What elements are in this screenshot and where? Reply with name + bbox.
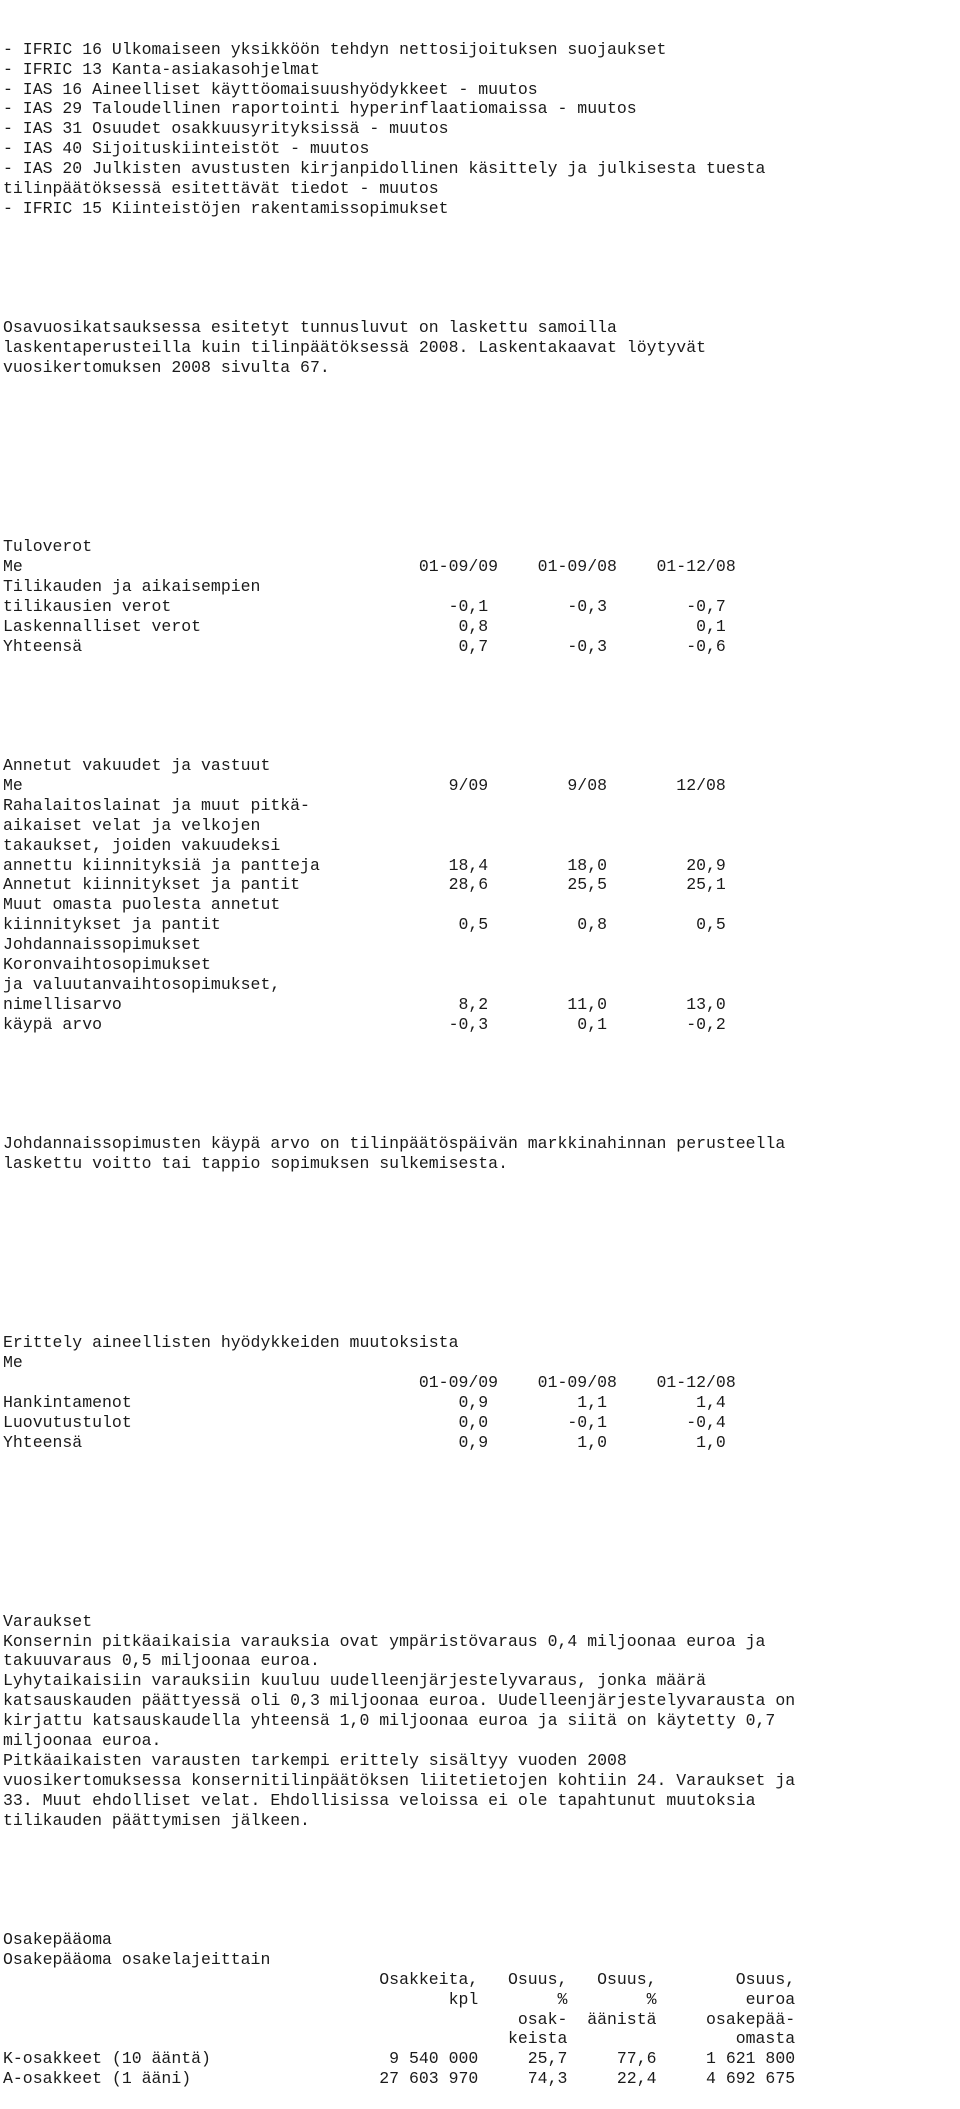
blank-line bbox=[3, 1273, 795, 1293]
table-row: K-osakkeet (10 ääntä) 9 540 000 25,7 77,6 1 621 800 bbox=[3, 2049, 796, 2069]
table-row: ja valuutanvaihtosopimukset, bbox=[3, 974, 281, 994]
table-row: Muut omasta puolesta annetut bbox=[3, 895, 281, 915]
text-line: Lyhytaikaisiin varauksiin kuuluu uudelleenjärjestelyvaraus, jonka määrä bbox=[3, 1671, 707, 1691]
table-row: takaukset, joiden vakuudeksi bbox=[3, 835, 281, 855]
table-row: Tuloverot bbox=[3, 537, 93, 557]
table-row: kpl % % euroa bbox=[3, 1989, 796, 2009]
table-row: Annetut vakuudet ja vastuut bbox=[3, 756, 271, 776]
table-row: Laskennalliset verot 0,8 0,1 bbox=[3, 616, 726, 636]
text-line: tilikauden päättymisen jälkeen. bbox=[3, 1810, 310, 1830]
blank-line bbox=[3, 1214, 795, 1234]
table-row: A-osakkeet (1 ääni) 27 603 970 74,3 22,4 4 692 675 bbox=[3, 2069, 796, 2089]
derivatives-note bbox=[3, 1134, 795, 1174]
table-row: Annetut kiinnitykset ja pantit 28,6 25,5 25,1 bbox=[3, 875, 726, 895]
text-line: laskettu voitto tai tappio sopimuksen sulkemisesta. bbox=[3, 1153, 508, 1173]
table-row: Yhteensä 0,9 1,0 1,0 bbox=[3, 1432, 726, 1452]
table-row: Me bbox=[3, 1352, 23, 1372]
blank-line bbox=[3, 1552, 795, 1572]
text-line: laskentaperusteilla kuin tilinpäätöksessä 2008. Laskentakaavat löytyvät bbox=[3, 338, 707, 358]
table-row: osak- äänistä osakepää- bbox=[3, 2009, 796, 2029]
standard-item: - IFRIC 15 Kiinteistöjen rakentamissopimukset bbox=[3, 198, 449, 218]
blank-line bbox=[3, 1870, 795, 1890]
table-row: Osakkeita, Osuus, Osuus, Osuus, bbox=[3, 1969, 796, 1989]
standard-item: - IFRIC 16 Ulkomaiseen yksikköön tehdyn nettosijoituksen suojaukset bbox=[3, 39, 667, 59]
text-line: Konsernin pitkäaikaisia varauksia ovat ympäristövaraus 0,4 miljoonaa euroa ja bbox=[3, 1631, 766, 1651]
text-line: miljoonaa euroa. bbox=[3, 1730, 162, 1750]
table-row: Me 01-09/09 01-09/08 01-12/08 bbox=[3, 557, 736, 577]
text-line: vuosikertomuksen 2008 sivulta 67. bbox=[3, 358, 330, 378]
blank-line bbox=[3, 1074, 795, 1094]
standard-item: - IAS 31 Osuudet osakkuusyrityksissä - muutos bbox=[3, 119, 449, 139]
text-line: 33. Muut ehdolliset velat. Ehdollisissa veloissa ei ole tapahtunut muutoksia bbox=[3, 1790, 756, 1810]
standards-list bbox=[3, 40, 795, 219]
text-line: takuuvaraus 0,5 miljoonaa euroa. bbox=[3, 1651, 320, 1671]
text-line: katsauskauden päättyessä oli 0,3 miljoonaa euroa. Uudelleenjärjestelyvarausta on bbox=[3, 1691, 796, 1711]
table-row: Luovutustulot 0,0 -0,1 -0,4 bbox=[3, 1412, 726, 1432]
text-line: Osavuosikatsauksessa esitetyt tunnusluvut on laskettu samoilla bbox=[3, 318, 617, 338]
table-row: käypä arvo -0,3 0,1 -0,2 bbox=[3, 1014, 726, 1034]
standard-item: - IFRIC 13 Kanta-asiakasohjelmat bbox=[3, 59, 320, 79]
text-line: kirjattu katsauskaudella yhteensä 1,0 miljoonaa euroa ja siitä on käytetty 0,7 bbox=[3, 1711, 776, 1731]
share-capital-table bbox=[3, 1930, 795, 2089]
standard-item: - IAS 40 Sijoituskiinteistöt - muutos bbox=[3, 139, 370, 159]
table-row: Osakepääoma osakelajeittain bbox=[3, 1949, 271, 1969]
blank-line bbox=[3, 478, 795, 498]
blank-line bbox=[3, 1492, 795, 1512]
provisions-section bbox=[3, 1612, 795, 1831]
text-line: Johdannaissopimusten käypä arvo on tilinpäätöspäivän markkinahinnan perusteella bbox=[3, 1134, 786, 1154]
tangible-assets-table bbox=[3, 1333, 795, 1452]
intro-paragraph bbox=[3, 318, 795, 378]
table-row: Tilikauden ja aikaisempien bbox=[3, 577, 261, 597]
table-row: Johdannaissopimukset bbox=[3, 935, 202, 955]
table-row: keista omasta bbox=[3, 2029, 796, 2049]
text-line: vuosikertomuksessa konsernitilinpäätöksen liitetietojen kohtiin 24. Varaukset ja bbox=[3, 1770, 796, 1790]
text-line: Pitkäaikaisten varausten tarkempi erittely sisältyy vuoden 2008 bbox=[3, 1750, 627, 1770]
income-tax-table bbox=[3, 537, 795, 656]
standard-item: - IAS 20 Julkisten avustusten kirjanpidollinen käsittely ja julkisesta tuesta bbox=[3, 159, 766, 179]
table-row: tilikausien verot -0,1 -0,3 -0,7 bbox=[3, 596, 726, 616]
standard-item: - IAS 16 Aineelliset käyttöomaisuushyödykkeet - muutos bbox=[3, 79, 538, 99]
table-row: kiinnitykset ja pantit 0,5 0,8 0,5 bbox=[3, 915, 726, 935]
document-page bbox=[3, 0, 795, 2109]
table-row: annettu kiinnityksiä ja pantteja 18,4 18,0 20,9 bbox=[3, 855, 726, 875]
table-row: Me 9/09 9/08 12/08 bbox=[3, 775, 726, 795]
text-line: Varaukset bbox=[3, 1611, 93, 1631]
table-row: Rahalaitoslainat ja muut pitkä- bbox=[3, 795, 310, 815]
blank-line bbox=[3, 696, 795, 716]
blank-line bbox=[3, 418, 795, 438]
blank-line bbox=[3, 259, 795, 279]
table-row: 01-09/09 01-09/08 01-12/08 bbox=[3, 1372, 736, 1392]
table-row: Osakepääoma bbox=[3, 1929, 112, 1949]
standard-item: - IAS 29 Taloudellinen raportointi hyperinflaatiomaissa - muutos bbox=[3, 99, 637, 119]
table-row: Yhteensä 0,7 -0,3 -0,6 bbox=[3, 636, 726, 656]
table-row: aikaiset velat ja velkojen bbox=[3, 815, 261, 835]
guarantees-table bbox=[3, 756, 795, 1034]
table-row: Hankintamenot 0,9 1,1 1,4 bbox=[3, 1392, 726, 1412]
table-row: Koronvaihtosopimukset bbox=[3, 955, 211, 974]
table-row: nimellisarvo 8,2 11,0 13,0 bbox=[3, 994, 726, 1014]
table-row: Erittely aineellisten hyödykkeiden muutoksista bbox=[3, 1333, 459, 1353]
standard-item: tilinpäätöksessä esitettävät tiedot - muutos bbox=[3, 179, 439, 199]
